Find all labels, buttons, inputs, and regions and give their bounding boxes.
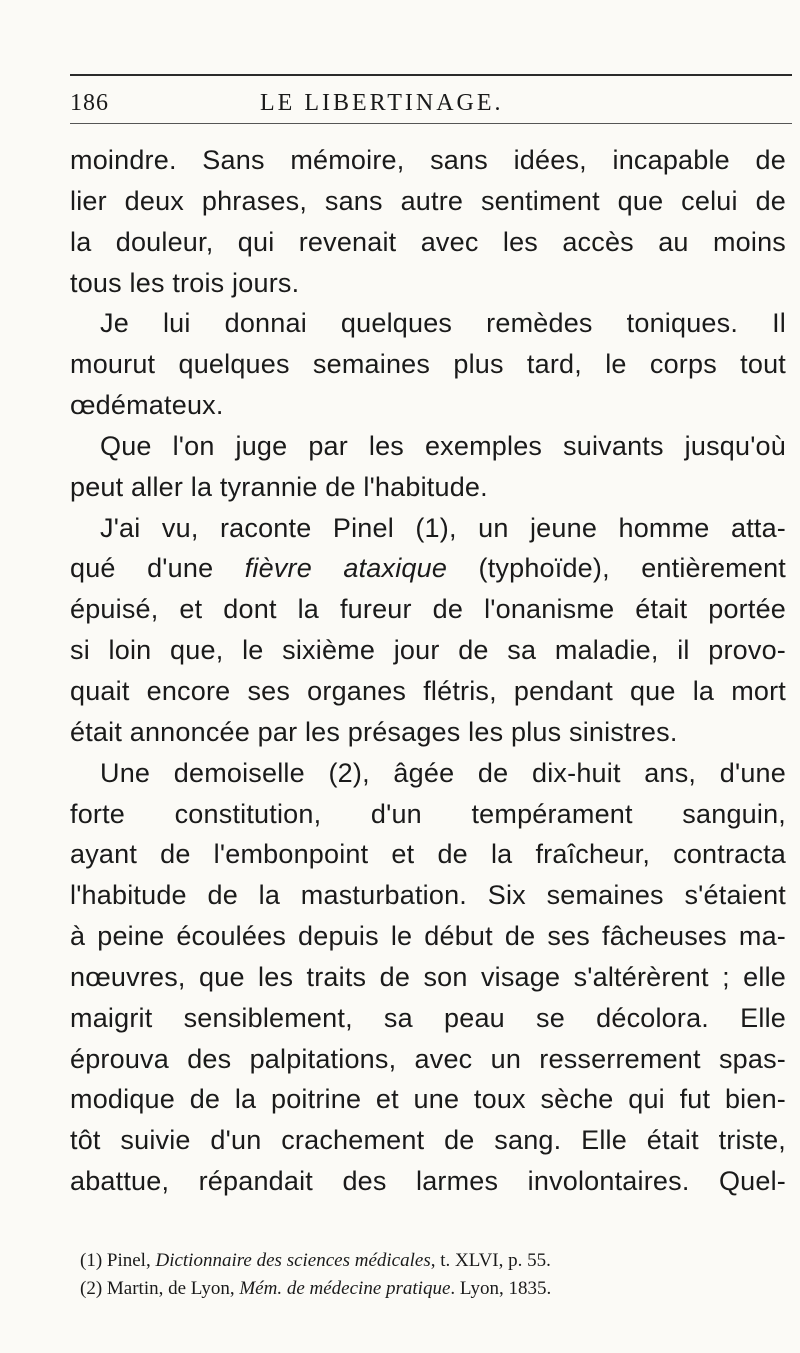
text-line: était annoncée par les présages les plus sinistres. — [70, 716, 678, 747]
text-line: Une demoiselle (2), âgée de dix-huit ans, d'une — [100, 757, 786, 788]
text-line: épuisé, et dont la fureur de l'onanisme était portée — [70, 594, 786, 625]
text-line: l'habitude de la masturbation. Six semaines s'étaient — [70, 880, 786, 911]
footnote-prefix: (2) Martin, de Lyon, — [80, 1278, 240, 1299]
footnotes — [70, 1247, 786, 1303]
text-line: si loin que, le sixième jour de sa maladie, il provo- — [70, 635, 786, 666]
text-segment: qué d'une — [70, 553, 245, 584]
header-top-rule — [70, 74, 792, 76]
footnote-suffix: . Lyon, 1835. — [450, 1278, 552, 1299]
italic-term: fièvre ataxique — [244, 553, 448, 584]
page-header — [70, 90, 790, 122]
footnote-suffix: , t. XLVI, p. 55. — [430, 1250, 551, 1271]
text-line: Que l'on juge par les exemples suivants jusqu'où — [100, 430, 786, 461]
body-text — [70, 140, 786, 1202]
text-line: abattue, répandait des larmes involontaires. Quel- — [70, 1166, 786, 1197]
running-title: LE LIBERTINAGE. — [260, 90, 504, 116]
text-line: maigrit sensiblement, sa peau se décolora. Elle — [70, 1002, 786, 1033]
text-line: modique de la poitrine et une toux sèche qui fut bien- — [70, 1084, 786, 1115]
text-line: lier deux phrases, sans autre sentiment que celui de — [70, 185, 786, 216]
footnote-2 — [70, 1275, 786, 1303]
footnote-title: Mém. de médecine pratique — [239, 1278, 451, 1299]
text-line: moindre. Sans mémoire, sans idées, incapable de — [70, 145, 786, 175]
text-line: Je lui donnai quelques remèdes toniques. Il — [100, 308, 786, 339]
text-segment: (typhoïde), entièrement — [447, 553, 786, 584]
page-number: 186 — [70, 90, 109, 116]
text-line: tôt suivie d'un crachement de sang. Elle était triste, — [70, 1125, 786, 1156]
text-line: à peine écoulées depuis le début de ses fâcheuses ma- — [70, 921, 786, 952]
text-line: quait encore ses organes flétris, pendant que la mort — [70, 675, 786, 706]
text-line: J'ai vu, raconte Pinel (1), un jeune homme atta- — [100, 512, 786, 543]
header-bottom-rule — [70, 123, 792, 124]
text-line: ayant de l'embonpoint et de la fraîcheur, contracta — [70, 839, 786, 870]
footnote-title: Dictionnaire des sciences médicales — [155, 1250, 431, 1271]
text-line: œdémateux. — [70, 390, 224, 421]
footnote-1 — [70, 1247, 786, 1275]
text-line: la douleur, qui revenait avec les accès au moins — [70, 226, 786, 257]
text-line: peut aller la tyrannie de l'habitude. — [70, 471, 488, 502]
text-line: nœuvres, que les traits de son visage s'altérèrent ; elle — [70, 961, 786, 992]
footnote-prefix: (1) Pinel, — [80, 1250, 156, 1271]
text-line: forte constitution, d'un tempérament sanguin, — [70, 798, 786, 829]
text-line: éprouva des palpitations, avec un resserrement spas- — [70, 1043, 786, 1074]
text-line — [70, 548, 786, 589]
text-line: mourut quelques semaines plus tard, le corps tout — [70, 349, 786, 380]
text-line: tous les trois jours. — [70, 267, 300, 298]
